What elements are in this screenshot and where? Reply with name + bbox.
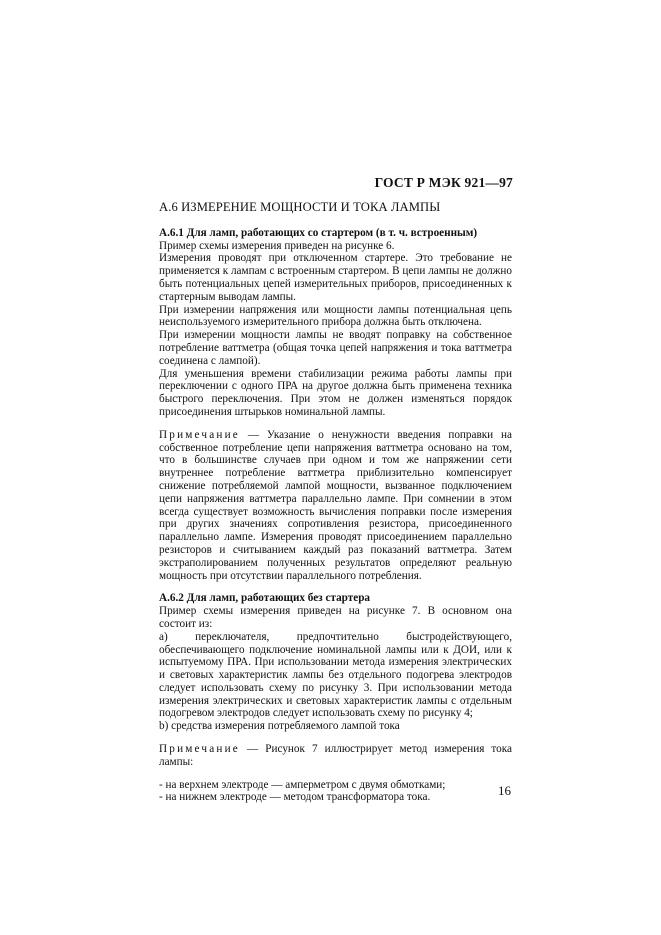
note-label: Примечание bbox=[159, 743, 240, 756]
list-item: b) средства измерения потребляемого лампой тока bbox=[159, 720, 400, 733]
note-text: — Рисунок 7 иллюстрирует метод измерения тока лампы: bbox=[159, 743, 512, 768]
note-a61 bbox=[159, 429, 512, 583]
paragraph: При измерении напряжения или мощности лампы потенциальная цепь неиспользуемого измерительного прибора должна быть отключена. bbox=[159, 303, 512, 329]
page-number: 16 bbox=[498, 783, 511, 798]
standard-code-header: ГОСТ Р МЭК 921—97 bbox=[374, 175, 513, 190]
paragraph: Измерения проводят при отключенном стартере. Это требование не применяется к лампам с встроенным стартером. В цепи лампы не должно быть потенциальных цепей измерительных приборов, присоединенных к стартерным выводам лампы. bbox=[159, 252, 512, 303]
subsection-heading-a62: А.6.2 Для ламп, работающих без стартера bbox=[159, 592, 371, 605]
section-title: А.6 ИЗМЕРЕНИЕ МОЩНОСТИ И ТОКА ЛАМПЫ bbox=[159, 200, 441, 214]
note-text: — Указание о ненужности введения поправки на собственное потребление цепи напряжения ваттметра основано на том, что в большинстве случаев при одном и том же напряжении сети внутреннее потребление ваттметра приблизительно компенсирует снижение потребляемой лампой мощности, вызванное подключением цепи напряжения ваттметра параллельно лампе. При сомнении в этом всегда существует возможность вычисления поправки после измерения при других значениях сопротивления резистора, присоединенного параллельно лампе. Измерения проводят присоединением параллельно резисторов и считыванием каждый раз показаний ваттметра. Затем экстраполированием полученных результатов определяют реальную мощность при отсутствии параллельного потребления. bbox=[159, 428, 512, 582]
dash-list-item: - на нижнем электроде — методом трансформатора тока. bbox=[159, 791, 431, 804]
list-item: a) переключателя, предпочтительно быстродействующего, обеспечивающего подключение номинальной лампы или к ДОИ, или к испытуемому ПРА. При использовании метода измерения электрических и световых характеристик лампы без отдельного подогрева электродов следует использовать схему по рисунку 3. При использовании метода измерения электрических и световых характеристик лампы с отдельным подогревом электродов следует использовать схему по рисунку 4; bbox=[159, 630, 512, 720]
subsection-heading-a61: А.6.1 Для ламп, работающих со стартером (в т. ч. встроенным) bbox=[159, 226, 478, 239]
note-label: Примечание bbox=[159, 428, 240, 441]
document-body bbox=[159, 201, 512, 804]
dash-list bbox=[159, 779, 512, 805]
note-a62 bbox=[159, 743, 512, 769]
paragraph: Для уменьшения времени стабилизации режима работы лампы при переключении с одного ПРА на другое должна быть применена техника быстрого переключения. При этом не должен изменяться порядок присоединения штырьков номинальной лампы. bbox=[159, 367, 512, 418]
dash-list-item: - на верхнем электроде — амперметром с двумя обмотками; bbox=[159, 778, 446, 791]
paragraph: При измерении мощности лампы не вводят поправку на собственное потребление ваттметра (общая точка цепей напряжения и тока ваттметра соединена с лампой). bbox=[159, 329, 512, 367]
paragraph: Пример схемы измерения приведен на рисунке 6. bbox=[159, 239, 395, 252]
paragraph: Пример схемы измерения приведен на рисунке 7. В основном она состоит из: bbox=[159, 605, 512, 630]
